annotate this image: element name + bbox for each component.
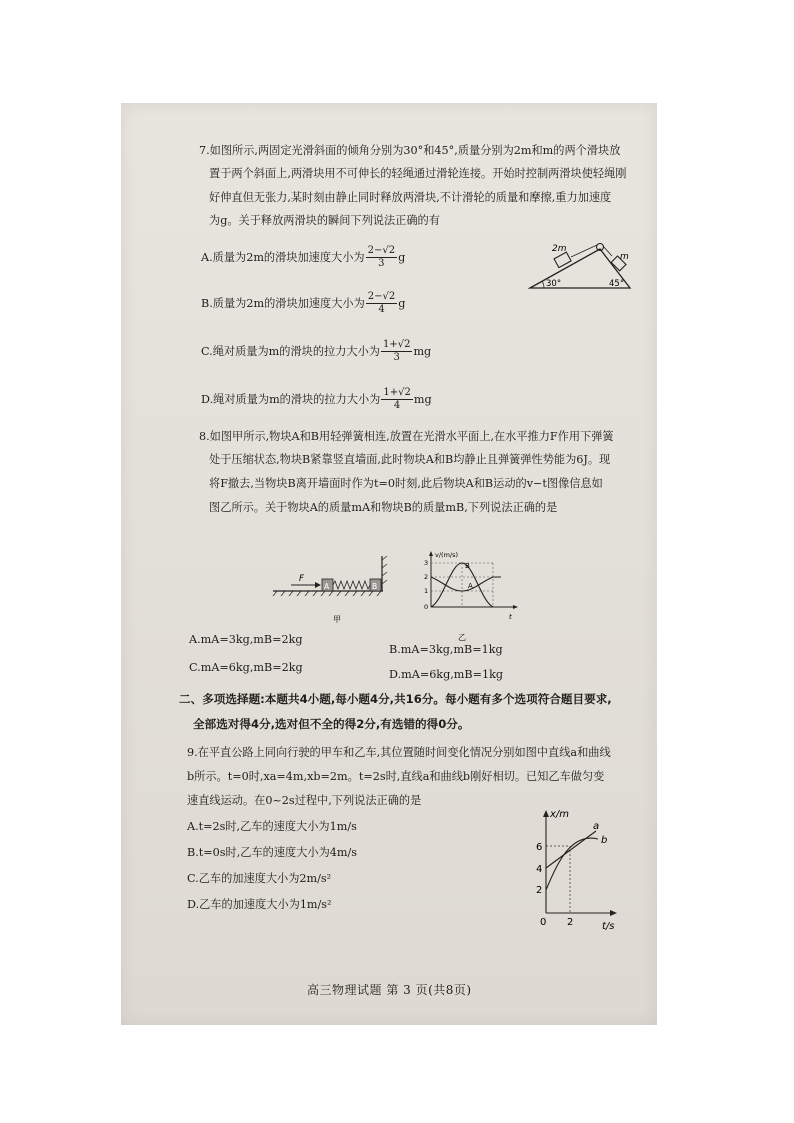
svg-text:0: 0 bbox=[424, 603, 429, 611]
q7-line-3: 好伸直但无张力,某时刻由静止同时释放两滑块,不计滑轮的质量和摩擦,重力加速度 bbox=[209, 191, 612, 204]
caption-jia: 甲 bbox=[333, 615, 341, 624]
xt-graph bbox=[526, 801, 626, 933]
vt-ylabel: v/(m/s) bbox=[435, 551, 459, 559]
svg-text:1: 1 bbox=[424, 587, 429, 595]
q7-line-2: 置于两个斜面上,两滑块用不可伸长的轻绳通过滑轮连接。开始时控制两滑块使轻绳刚 bbox=[209, 167, 627, 180]
incline-figure bbox=[526, 235, 636, 293]
exam-page bbox=[121, 103, 657, 1025]
line-a bbox=[546, 831, 596, 868]
q8-option-a: A.mA=3kg,mB=2kg bbox=[189, 633, 303, 646]
q9-line-3: 速直线运动。在0~2s过程中,下列说法正确的是 bbox=[187, 794, 422, 807]
svg-text:0: 0 bbox=[540, 917, 547, 928]
block-a-label: A bbox=[324, 582, 330, 591]
q9-option-d: D.乙车的加速度大小为1m/s² bbox=[187, 898, 332, 911]
svg-text:6: 6 bbox=[536, 842, 543, 853]
curve-a-label: A bbox=[468, 582, 473, 590]
q8-option-b: B.mA=3kg,mB=1kg bbox=[389, 643, 503, 656]
vt-xlabel: t bbox=[509, 613, 512, 621]
force-label: F bbox=[299, 574, 304, 584]
block-2m bbox=[554, 252, 571, 268]
q9-line-2: b所示。t=0时,xa=4m,xb=2m。t=2s时,直线a和曲线b刚好相切。已知乙车做匀变 bbox=[187, 770, 605, 783]
q7-line-1: 7.如图所示,两固定光滑斜面的倾角分别为30°和45°,质量分别为2m和m的两个滑块放 bbox=[199, 144, 621, 157]
xt-ylabel: x/m bbox=[550, 809, 570, 820]
curve-a bbox=[431, 577, 501, 591]
svg-text:2: 2 bbox=[424, 573, 429, 581]
rope-left bbox=[571, 245, 597, 257]
q7-option-b: B.质量为2m的滑块加速度大小为 $\frac{2-√2}{4}$ g bbox=[201, 291, 406, 315]
label-m: m bbox=[620, 252, 629, 262]
q7-option-a: A.质量为2m的滑块加速度大小为 $\frac{2-√2}{3}$ g bbox=[201, 245, 406, 269]
angle-45: 45° bbox=[609, 279, 625, 289]
spring-figure bbox=[271, 548, 391, 628]
svg-text:3: 3 bbox=[424, 559, 429, 567]
q7-option-c: C.绳对质量为m的滑块的拉力大小为 $\frac{1+√2}{3}$ mg bbox=[201, 339, 432, 363]
q8-option-d: D.mA=6kg,mB=1kg bbox=[389, 668, 504, 681]
q7-option-d: D.绳对质量为m的滑块的拉力大小为 $\frac{1+√2}{4}$ mg bbox=[201, 387, 432, 411]
q9-option-c: C.乙车的加速度大小为2m/s² bbox=[187, 872, 332, 885]
section-2-line-2: 全部选对得4分,选对但不全的得2分,有选错的得0分。 bbox=[193, 717, 470, 731]
curve-b-label: B bbox=[465, 562, 470, 570]
xt-xlabel: t/s bbox=[602, 921, 615, 932]
label-a: a bbox=[593, 821, 600, 832]
svg-text:2: 2 bbox=[567, 917, 574, 928]
q8-line-4: 图乙所示。关于物块A的质量mA和物块B的质量mB,下列说法正确的是 bbox=[209, 501, 558, 514]
q9-line-1: 9.在平直公路上同向行驶的甲车和乙车,其位置随时间变化情况分别如图中直线a和曲线 bbox=[187, 746, 611, 759]
label-b: b bbox=[601, 835, 608, 846]
q9-option-a: A.t=2s时,乙车的速度大小为1m/s bbox=[187, 820, 357, 833]
q8-line-2: 处于压缩状态,物块B紧靠竖直墙面,此时物块A和B均静止且弹簧弹性势能为6J。现 bbox=[209, 453, 611, 466]
curve-b bbox=[546, 838, 598, 890]
svg-text:2: 2 bbox=[536, 885, 543, 896]
section-2-line-1: 二、多项选择题:本题共4小题,每小题4分,共16分。每小题有多个选项符合题目要求, bbox=[179, 692, 612, 706]
spring bbox=[333, 581, 370, 589]
page-footer: 高三物理试题 第 3 页(共8页) bbox=[307, 983, 472, 997]
block-b-label: B bbox=[372, 582, 378, 591]
vt-graph bbox=[421, 548, 521, 643]
q8-option-c: C.mA=6kg,mB=2kg bbox=[189, 661, 303, 674]
q8-line-1: 8.如图甲所示,物块A和B用轻弹簧相连,放置在光滑水平面上,在水平推力F作用下弹簧 bbox=[199, 430, 614, 443]
q8-line-3: 将F撤去,当物块B离开墙面时作为t=0时刻,此后物块A和B运动的v−t图像信息如 bbox=[209, 477, 603, 490]
label-2m: 2m bbox=[552, 244, 567, 254]
svg-text:4: 4 bbox=[536, 864, 543, 875]
q9-option-b: B.t=0s时,乙车的速度大小为4m/s bbox=[187, 846, 357, 859]
caption-yi: 乙 bbox=[458, 633, 466, 642]
floor-hatch bbox=[273, 591, 381, 596]
angle-30: 30° bbox=[546, 279, 562, 289]
q7-line-4: 为g。关于释放两滑块的瞬间下列说法正确的有 bbox=[209, 214, 440, 227]
